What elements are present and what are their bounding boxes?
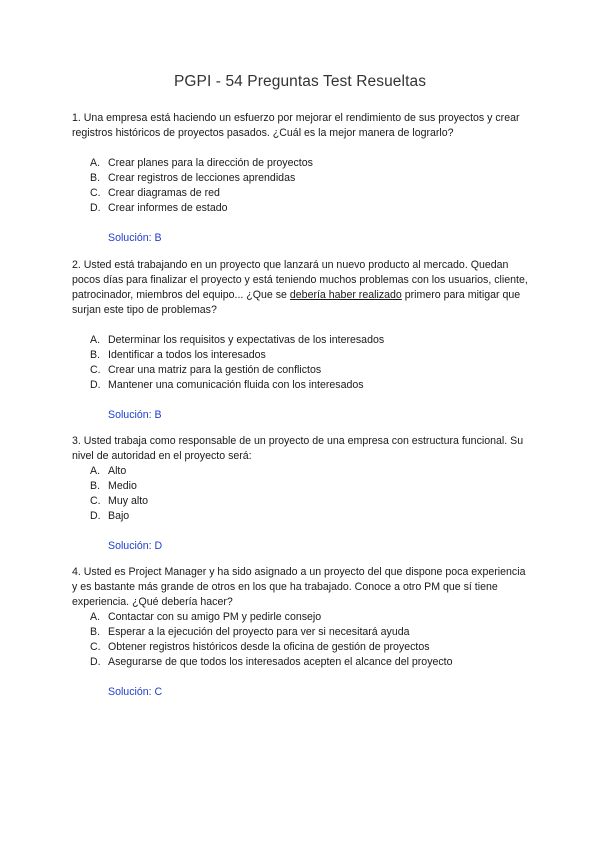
option-b: B. Crear registros de lecciones aprendidas xyxy=(90,172,296,184)
question-3-stem: 3. Usted trabaja como responsable de un proyecto de una empresa con estructura funcional. Su nivel de autoridad en el proyecto será: xyxy=(72,435,524,462)
question-1-stem: 1. Una empresa está haciendo un esfuerzo por mejorar el rendimiento de sus proyectos y crear registros históricos de proyectos pasados. ¿Cuál es la mejor manera de lograrlo? xyxy=(72,112,520,139)
option-a: A. Alto xyxy=(90,465,127,477)
question-2 xyxy=(72,258,530,423)
option-d: D. Mantener una comunicación fluida con los interesados xyxy=(90,379,364,391)
option-c: C. Muy alto xyxy=(90,495,149,507)
question-1-solution: Solución: B xyxy=(108,232,162,244)
option-d: D. Asegurarse de que todos los interesados acepten el alcance del proyecto xyxy=(90,656,453,668)
option-b: B. Esperar a la ejecución del proyecto para ver si necesitará ayuda xyxy=(90,626,410,638)
underlined-phrase: debería haber realizado xyxy=(289,289,402,301)
option-a: A. Contactar con su amigo PM y pedirle consejo xyxy=(90,611,322,623)
option-a: A. Determinar los requisitos y expectativas de los interesados xyxy=(90,334,385,346)
option-a: A. Crear planes para la dirección de proyectos xyxy=(90,157,313,169)
question-2-stem: 2. Usted está trabajando en un proyecto que lanzará un nuevo producto al mercado. Quedan pocos días para finalizar el proyecto y está teniendo muchos problemas con los usuarios, cliente, patrocinador, miembros del equipo... ¿Que se debería haber realizado primero para mitigar que surjan este tipo de problemas? xyxy=(72,259,528,316)
question-4-options xyxy=(72,610,530,670)
question-1 xyxy=(72,111,530,246)
question-3-options xyxy=(72,464,530,524)
option-c: C. Crear una matriz para la gestión de conflictos xyxy=(90,364,322,376)
option-b: B. Identificar a todos los interesados xyxy=(90,349,266,361)
question-4 xyxy=(72,565,530,700)
option-d: D. Crear informes de estado xyxy=(90,202,228,214)
question-4-solution: Solución: C xyxy=(108,686,163,698)
option-d: D. Bajo xyxy=(90,510,130,522)
option-c: C. Obtener registros históricos desde la oficina de gestión de proyectos xyxy=(90,641,430,653)
question-1-options xyxy=(72,156,530,216)
question-2-options xyxy=(72,333,530,393)
page-title: PGPI - 54 Preguntas Test Resueltas xyxy=(173,73,427,90)
question-3-solution: Solución: D xyxy=(108,540,163,552)
option-b: B. Medio xyxy=(90,480,137,492)
question-2-solution: Solución: B xyxy=(108,409,162,421)
question-4-stem: 4. Usted es Project Manager y ha sido asignado a un proyecto del que dispone poca experiencia y es bastante más grande de otros en los que ha trabajado. Conoce a otro PM que sí tiene experiencia. ¿Qué debería hacer? xyxy=(72,566,526,608)
option-c: C. Crear diagramas de red xyxy=(90,187,220,199)
question-3 xyxy=(72,434,530,554)
